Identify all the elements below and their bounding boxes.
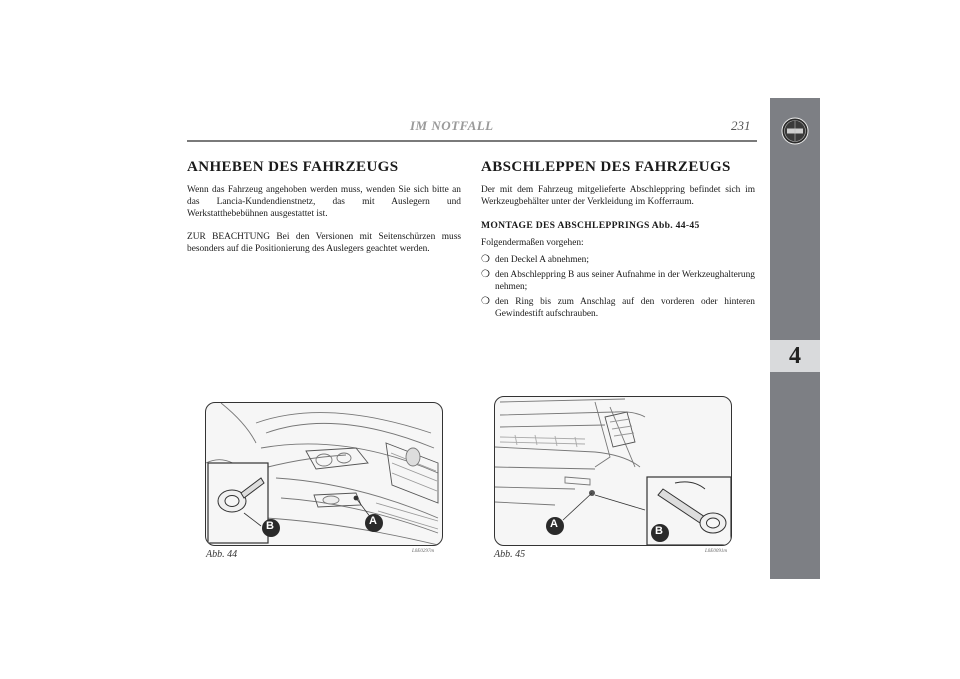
figure-45-code: L0E0091m — [705, 549, 727, 554]
figure-45-rear-towing — [494, 396, 732, 546]
car-rear-illustration — [495, 397, 731, 545]
car-front-illustration — [206, 403, 442, 545]
bullet-icon: ❍ — [481, 296, 490, 308]
running-head: IM NOTFALL — [410, 118, 494, 133]
label-b-fig44: B — [266, 520, 274, 532]
figure-44-caption: Abb. 44 — [206, 549, 238, 560]
list-item: ❍ den Deckel A abnehmen; — [481, 253, 589, 265]
page-number: 231 — [731, 118, 751, 133]
bullet-icon: ❍ — [481, 253, 490, 265]
towing-subheading: MONTAGE DES ABSCHLEPPRINGS Abb. 44-45 — [481, 220, 700, 232]
figure-44-code: L0E0297m — [412, 549, 434, 554]
figure-44-front-towing — [205, 402, 443, 546]
header-rule — [187, 140, 757, 142]
figure-45-caption: Abb. 45 — [494, 549, 526, 560]
section-title-towing: ABSCHLEPPEN DES FAHRZEUGS — [481, 159, 731, 175]
chapter-side-tab — [770, 98, 820, 579]
label-a-fig45: A — [550, 518, 558, 530]
left-column — [187, 159, 461, 265]
towing-paragraph: Der mit dem Fahrzeug mitgelieferte Abschleppring befindet sich im Werkzeugbehälter unter der Verkleidung im Kofferraum. — [481, 185, 755, 208]
label-b-fig45: B — [655, 525, 663, 537]
list-item: ❍ den Ring bis zum Anschlag auf den vorderen oder hinteren Gewindestift aufschrauben. — [481, 296, 755, 320]
bullet-icon: ❍ — [481, 268, 490, 280]
section-title-lifting: ANHEBEN DES FAHRZEUGS — [187, 159, 399, 175]
lifting-paragraph: Wenn das Fahrzeug angehoben werden muss, wenden Sie sich bitte an das Lancia-Kundendienstnetz, das mit Auslegern und Werkstatthebebühnen ausgestattet ist. — [187, 185, 461, 220]
lifting-note: ZUR BEACHTUNG Bei den Versionen mit Seitenschürzen muss besonders auf die Positionierung des Auslegers geachtet werden. — [187, 231, 461, 254]
lancia-badge-icon — [781, 117, 809, 145]
right-column — [481, 159, 755, 324]
chapter-number: 4 — [770, 340, 820, 372]
towing-intro: Folgendermaßen vorgehen: — [481, 238, 584, 249]
label-a-fig44: A — [369, 515, 377, 527]
towing-steps — [481, 254, 755, 321]
list-item: ❍ den Abschleppring B aus seiner Aufnahme in der Werkzeughalterung nehmen; — [481, 268, 755, 293]
